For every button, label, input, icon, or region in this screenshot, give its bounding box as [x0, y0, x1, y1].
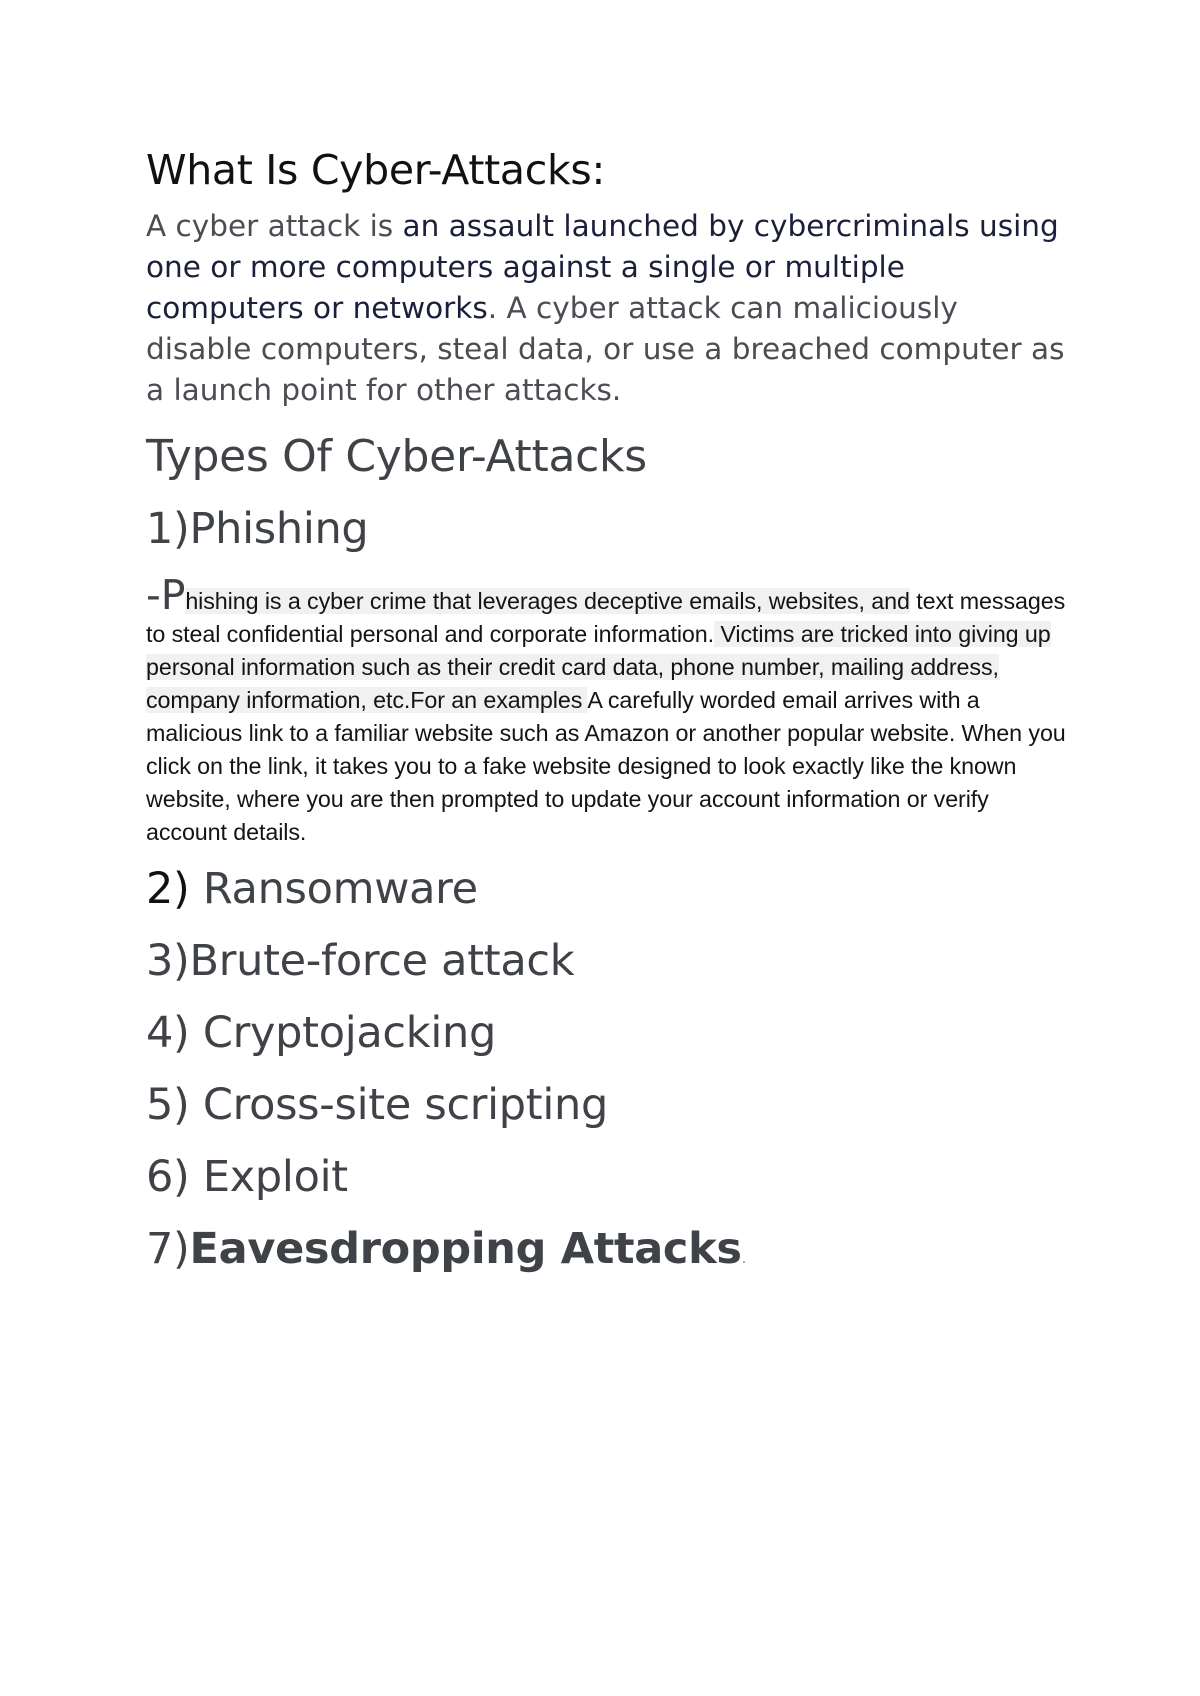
item-number: 5) — [146, 1080, 190, 1130]
item-number: 6) — [146, 1152, 190, 1202]
document-content — [146, 140, 1066, 1291]
list-item-eavesdropping — [146, 1217, 1066, 1291]
intro-text-lead: A cyber attack is — [146, 209, 403, 243]
item-label: Brute-force attack — [189, 936, 575, 986]
phishing-paragraph — [146, 571, 1066, 849]
item-number: 4) — [146, 1008, 190, 1058]
list-item-brute-force — [146, 929, 1066, 993]
item-label: Ransomware — [189, 864, 478, 914]
item-number: 3) — [146, 936, 190, 986]
intro-text-tail: . A cyber attack can maliciously disable computers, steal data, or use a breached computer as a launch point for other attacks. — [146, 291, 1065, 407]
item-label: Exploit — [189, 1152, 348, 1202]
intro-text-definition: an assault launched by cybercriminals using one or more computers against a single or multiple computers or networks — [146, 209, 1059, 325]
phishing-text-4: A carefully worded email arrives with a malicious link to a familiar website such as Amazon or another popular website. When you click on the link, it takes you to a fake website designed to look exactly like the known website, where you are then prompted to update your account information or verify account details. — [146, 687, 1066, 845]
item-trailing-period: . — [741, 1251, 746, 1267]
list-item-cryptojacking — [146, 1001, 1066, 1065]
list-item-ransomware — [146, 857, 1066, 921]
item-number: 2) — [146, 864, 190, 914]
types-heading: Types Of Cyber-Attacks — [146, 431, 647, 482]
list-item-exploit — [146, 1145, 1066, 1209]
phishing-dash: -P — [146, 571, 186, 619]
phishing-heading: 1)Phishing — [146, 504, 369, 554]
list-item-xss — [146, 1073, 1066, 1137]
item-label: Cross-site scripting — [189, 1080, 608, 1130]
page-title: What Is Cyber-Attacks: — [146, 146, 605, 194]
item-number: 7) — [146, 1224, 190, 1274]
item-label: Cryptojacking — [189, 1008, 496, 1058]
phishing-text-2: text messages to steal confidential personal and corporate information. — [146, 588, 1066, 647]
item-label: Eavesdropping Attacks — [189, 1224, 742, 1274]
phishing-text-3: Victims are tricked into giving up personal information such as their credit card data, phone number, mailing address, company information, etc.For an examples — [146, 621, 1051, 713]
attack-types-list — [146, 857, 1066, 1291]
phishing-text-1: hishing is a cyber crime that leverages deceptive emails, websites, and — [185, 588, 910, 614]
intro-paragraph — [146, 206, 1066, 411]
